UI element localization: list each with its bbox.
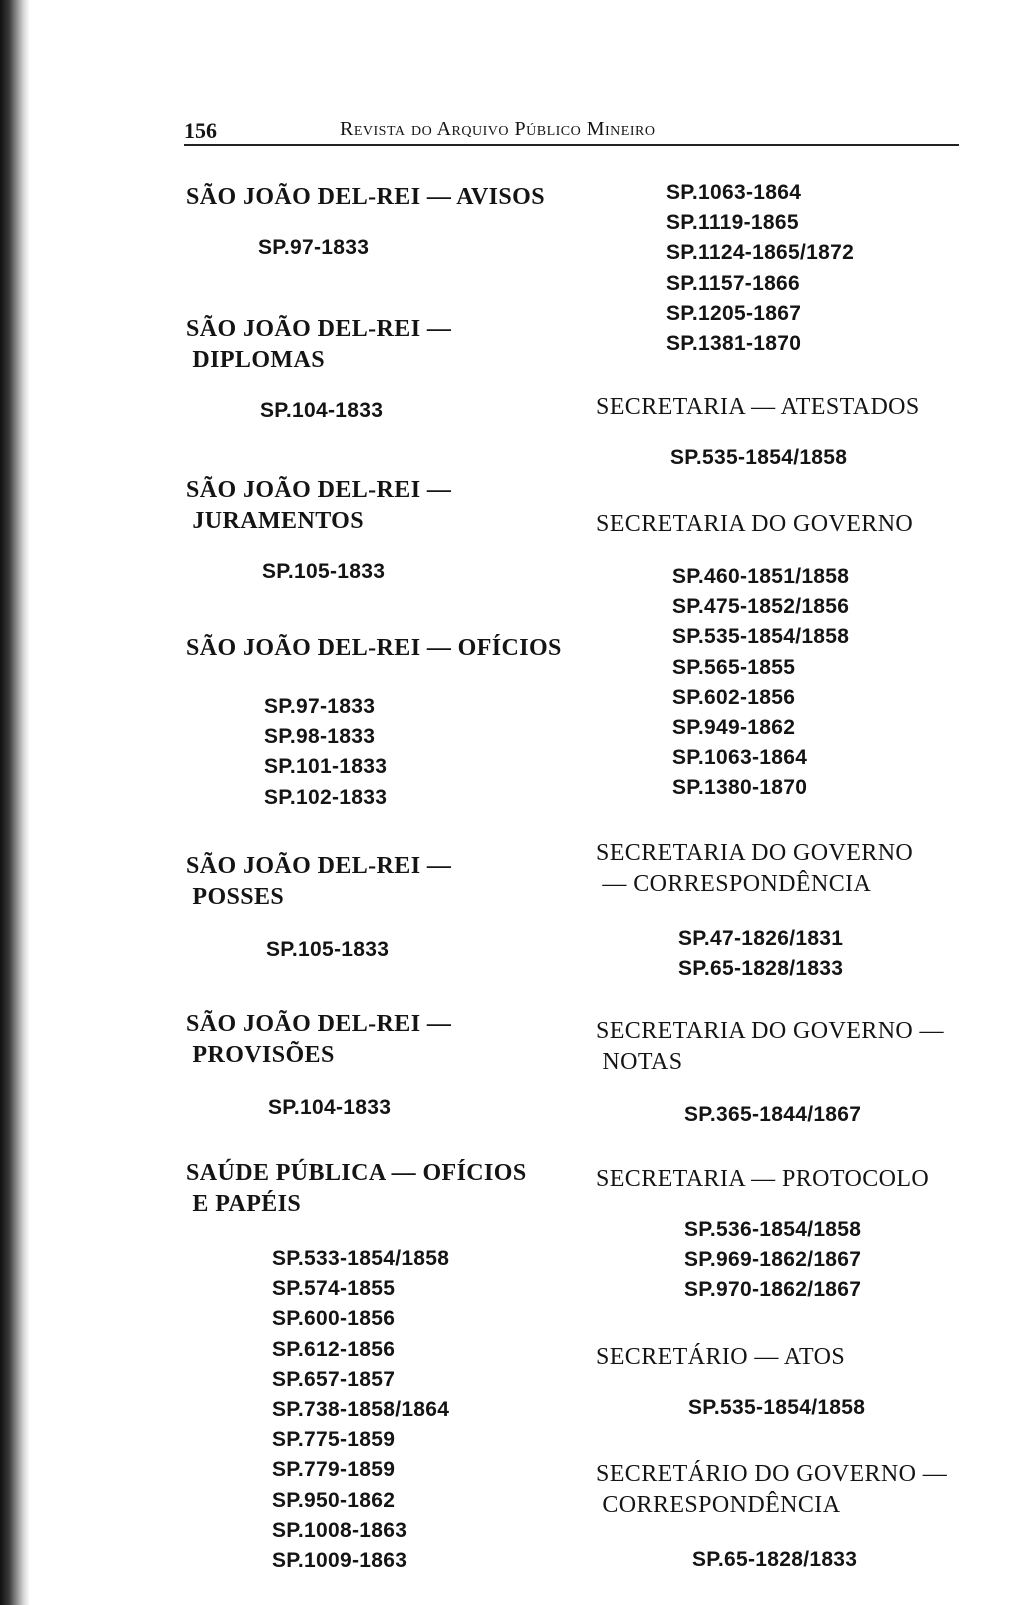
reference-list [262,557,586,587]
reference: SP.535-1854/1858 [672,625,850,649]
reference: SP.536-1854/1858 [684,1218,862,1241]
reference: SP.533-1854/1858 [272,1247,450,1270]
reference-list [684,1100,996,1130]
index-entry [596,178,996,359]
reference-list [672,562,996,804]
entry-heading: SÃO JOÃO DEL-REI — PROVISÕES [186,1011,452,1068]
reference: SP.574-1855 [272,1277,396,1301]
reference: SP.949-1862 [672,716,796,740]
reference: SP.970-1862/1867 [684,1278,862,1302]
index-entry [596,1016,996,1130]
reference: SP.1119-1865 [666,211,799,235]
index-entry [596,509,996,804]
reference: SP.98-1833 [264,725,376,749]
entry-heading: SECRETARIA DO GOVERNO — NOTAS [596,1018,944,1075]
header-rule [184,144,959,146]
reference-list [688,1393,996,1423]
reference: SP.47-1826/1831 [678,927,844,950]
entry-heading: SECRETARIA — ATESTADOS [596,394,920,420]
reference-list [684,1215,996,1306]
index-entry [186,1158,586,1576]
reference-list [266,935,586,965]
reference: SP.97-1833 [264,695,376,718]
reference: SP.738-1858/1864 [272,1398,450,1422]
index-entry [186,475,586,587]
index-entry [596,1459,996,1575]
reference-list [272,1244,586,1576]
index-entry [186,633,586,813]
entry-heading: SÃO JOÃO DEL-REI — JURAMENTOS [186,477,452,534]
reference: SP.1009-1863 [272,1549,408,1573]
reference: SP.602-1856 [672,685,796,709]
reference-list [260,396,586,426]
index-entry [596,838,996,984]
index-entry [596,1164,996,1306]
reference: SP.65-1828/1833 [678,957,844,981]
reference: SP.1205-1867 [666,301,802,325]
reference-list [678,924,996,984]
reference: SP.612-1856 [272,1337,396,1361]
entry-heading: SÃO JOÃO DEL-REI — DIPLOMAS [186,316,452,373]
entry-heading: SAÚDE PÚBLICA — OFÍCIOS E PAPÉIS [186,1160,527,1217]
reference: SP.475-1852/1856 [672,595,850,619]
entry-heading: SECRETÁRIO — ATOS [596,1344,846,1370]
reference: SP.97-1833 [258,236,370,259]
reference: SP.600-1856 [272,1307,396,1331]
reference-list [670,443,996,473]
entry-heading: SÃO JOÃO DEL-REI — AVISOS [186,184,545,210]
entry-heading: SECRETARIA DO GOVERNO [596,511,914,537]
reference: SP.657-1857 [272,1367,396,1391]
reference: SP.775-1859 [272,1428,396,1452]
entry-heading: SÃO JOÃO DEL-REI — POSSES [186,853,452,910]
reference: SP.102-1833 [264,785,388,809]
reference: SP.535-1854/1858 [670,446,848,469]
index-entry [186,182,586,263]
book-spine-shadow [0,0,30,1605]
reference-list [258,233,586,263]
reference: SP.1063-1864 [666,181,802,204]
reference: SP.950-1862 [272,1488,396,1512]
entry-heading: SECRETARIA — PROTOCOLO [596,1166,930,1192]
reference: SP.779-1859 [272,1458,396,1482]
index-entry [596,392,996,473]
reference-list [264,692,586,813]
reference-list [692,1545,996,1575]
reference: SP.104-1833 [260,399,384,422]
index-entry [186,1009,586,1123]
reference: SP.1157-1866 [666,271,801,295]
entry-heading: SECRETÁRIO DO GOVERNO — CORRESPONDÊNCIA [596,1461,948,1518]
reference: SP.1124-1865/1872 [666,241,855,265]
reference: SP.460-1851/1858 [672,565,850,588]
reference: SP.1380-1870 [672,776,808,800]
reference: SP.105-1833 [262,560,386,583]
reference: SP.101-1833 [264,755,388,779]
reference: SP.1008-1863 [272,1518,408,1542]
reference: SP.565-1855 [672,655,796,679]
reference: SP.65-1828/1833 [692,1548,858,1571]
reference: SP.1063-1864 [672,746,808,770]
index-entry [186,314,586,426]
reference: SP.969-1862/1867 [684,1248,862,1272]
reference-list [666,178,996,359]
running-title: Revista do Arquivo Público Mineiro [340,118,656,140]
page-header [184,110,959,144]
index-entry [596,1342,996,1423]
reference-list [268,1093,586,1123]
reference: SP.365-1844/1867 [684,1103,862,1126]
entry-heading: SECRETARIA DO GOVERNO — CORRESPONDÊNCIA [596,840,914,897]
entry-heading: SÃO JOÃO DEL-REI — OFÍCIOS [186,635,562,661]
index-entry [186,851,586,965]
reference: SP.535-1854/1858 [688,1396,866,1419]
reference: SP.104-1833 [268,1096,392,1119]
reference: SP.1381-1870 [666,332,802,356]
page-number: 156 [184,118,217,143]
reference: SP.105-1833 [266,938,390,961]
